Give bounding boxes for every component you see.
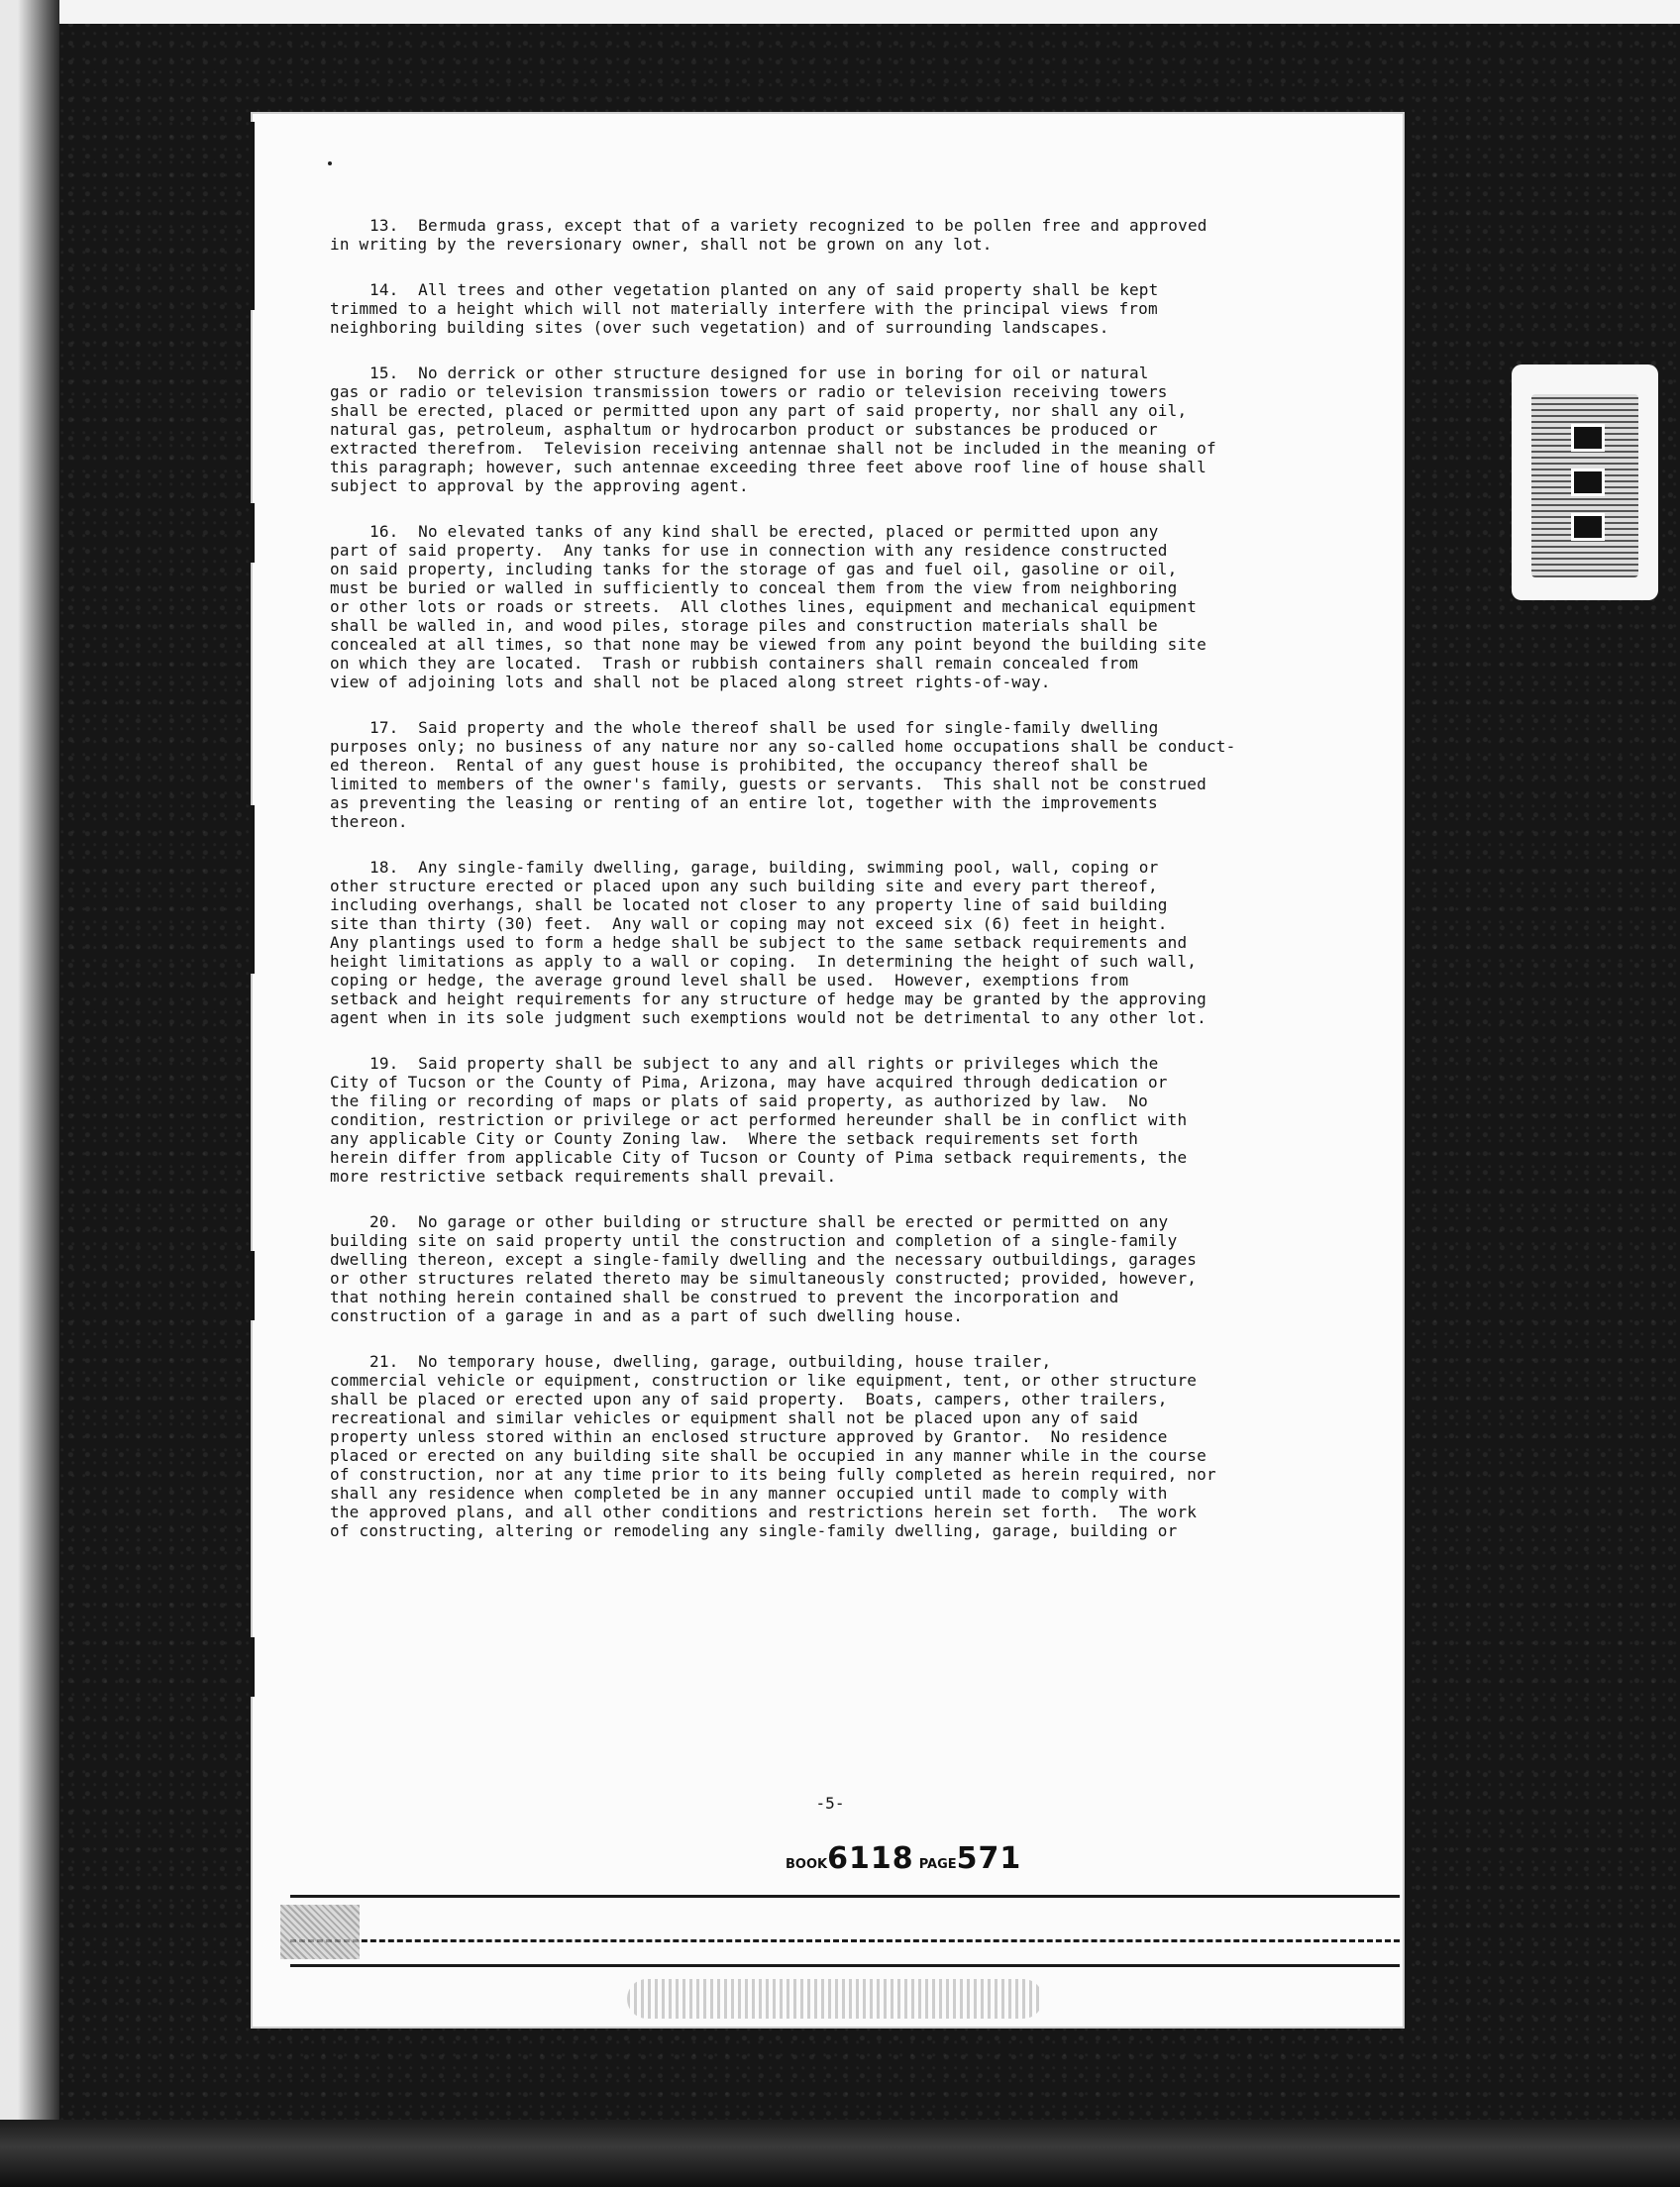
margin-dot	[221, 419, 225, 423]
scan-edge-left	[0, 0, 59, 2187]
paragraph-15	[330, 364, 1405, 495]
paragraph-text: Any single-family dwelling, garage, building, swimming pool, wall, coping or other structure erected or placed upon any such building site and every part thereof, including overhangs, shall be located not closer to any property line of said building site than thirty (30) feet. Any wall or coping may not exceed six (6) feet in height. Any plantings used to form a hedge shall be subject to the same setback requirements and height limitations as apply to a wall or coping. In determining the height of such wall, coping or hedge, the average ground level shall be used. However, exemptions from setback and height requirements for any structure of hedge may be granted by the approving agent when in its sole judgment such exemptions would not be detrimental to any other lot.	[330, 858, 1207, 1027]
paragraph-number: 15.	[369, 364, 399, 382]
binder-clip-slot	[1571, 513, 1605, 541]
paragraph-18	[330, 858, 1405, 1027]
paragraph-13	[330, 216, 1405, 254]
binder-clip-plate	[1531, 394, 1638, 577]
paragraph-number: 18.	[369, 858, 399, 877]
margin-mark	[251, 1637, 255, 1697]
margin-mark	[251, 503, 255, 563]
paragraph-number: 13.	[369, 216, 399, 235]
page-ref: 571	[956, 1841, 1022, 1876]
paragraph-17	[330, 718, 1405, 831]
margin-dot	[328, 161, 332, 165]
paragraph-number: 17.	[369, 718, 399, 737]
recording-rule-dashed	[290, 1939, 1400, 1942]
paragraph-number: 19.	[369, 1054, 399, 1073]
scan-smudge	[627, 1979, 1043, 2019]
binder-clip-slot	[1571, 424, 1605, 452]
paragraph-14	[330, 280, 1405, 337]
binder-clip-slot	[1571, 469, 1605, 496]
margin-mark	[251, 1251, 255, 1320]
recorder-stamp	[280, 1905, 360, 1959]
paragraph-number: 20.	[369, 1212, 399, 1231]
paragraph-number: 14.	[369, 280, 399, 299]
document-page	[251, 112, 1405, 2029]
scan-edge-bottom	[0, 2120, 1680, 2187]
recording-rule	[290, 1964, 1400, 1967]
recording-rule	[290, 1895, 1400, 1898]
paragraph-number: 16.	[369, 522, 399, 541]
paragraph-text: No elevated tanks of any kind shall be erected, placed or permitted upon any part of said property. Any tanks for use in connection with any residence constructed on said property, including tanks for the storage of gas and fuel oil, gasoline or oil, must be buried or walled in sufficiently to conceal them from the view from neighboring or other lots or roads or streets. All clothes lines, equipment and mechanical equipment shall be walled in, and wood piles, storage piles and construction materials shall be concealed at all times, so that none may be viewed from any point beyond the building site on which they are located. Trash or rubbish containers shall remain concealed from view of adjoining lots and shall not be placed along street rights-of-way.	[330, 522, 1207, 691]
paragraph-text: All trees and other vegetation planted on any of said property shall be kept trimmed to a height which will not materially interfere with the principal views from neighboring building sites (over such vegetation) and of surrounding landscapes.	[330, 280, 1159, 337]
document-body	[330, 216, 1405, 1567]
margin-mark	[251, 122, 255, 310]
paragraph-21	[330, 1352, 1405, 1540]
paragraph-text: No temporary house, dwelling, garage, outbuilding, house trailer, commercial vehicle or equipment, construction or like equipment, tent, or other structure shall be placed or erected upon any of said property. Boats, campers, other trailers, recreational and similar vehicles or equipment shall not be placed upon any of said property unless stored within an enclosed structure approved by Grantor. No residence placed or erected on any building site shall be occupied in any manner while in the course of construction, nor at any time prior to its being fully completed as herein required, nor shall any residence when completed be in any manner occupied until made to comply with the approved plans, and all other conditions and restrictions herein set forth. The work of constructing, altering or remodeling any single-family dwelling, garage, building or	[330, 1352, 1216, 1540]
paragraph-16	[330, 522, 1405, 691]
paragraph-text: Bermuda grass, except that of a variety recognized to be pollen free and approved in writing by the reversionary owner, shall not be grown on any lot.	[330, 216, 1208, 254]
paragraph-19	[330, 1054, 1405, 1186]
margin-mark	[251, 805, 255, 974]
book-page-reference	[786, 1841, 1021, 1876]
scan-edge-top	[0, 0, 1680, 24]
page-number: -5-	[815, 1794, 845, 1813]
paragraph-text: No derrick or other structure designed for use in boring for oil or natural gas or radio or television transmission towers or radio or television receiving towers shall be erected, placed or permitted upon any part of said property, nor shall any oil, natural gas, petroleum, asphaltum or hydrocarbon product or substances be produced or extracted therefrom. Television receiving antennae shall not be included in the meaning of this paragraph; however, such antennae exceeding three feet above roof line of house shall subject to approval by the approving agent.	[330, 364, 1216, 495]
book-label: BOOK	[786, 1857, 828, 1872]
paragraph-20	[330, 1212, 1405, 1325]
page-label: PAGE	[918, 1857, 957, 1872]
paragraph-text: Said property shall be subject to any and all rights or privileges which the City of Tucson or the County of Pima, Arizona, may have acquired through dedication or the filing or recording of maps or plats of said property, as authorized by law. No condition, restriction or privilege or act performed hereunder shall be in conflict with any applicable City or County Zoning law. Where the setback requirements set forth herein differ from applicable City of Tucson or County of Pima setback requirements, the more restrictive setback requirements shall prevail.	[330, 1054, 1188, 1186]
book-number: 6118	[827, 1841, 914, 1876]
paragraph-text: Said property and the whole thereof shall be used for single-family dwelling purposes only; no business of any nature nor any so-called home occupations shall be conduct- ed thereon. Rental of any guest house is prohibited, the occupancy thereof shall be limited to members of the owner's family, guests or servants. This shall not be construed as preventing the leasing or renting of an entire lot, together with the improvements thereon.	[330, 718, 1236, 831]
paragraph-text: No garage or other building or structure shall be erected or permitted on any building site on said property until the construction and completion of a single-family dwelling thereon, except a single-family dwelling and the necessary outbuildings, garages or other structures related thereto may be simultaneously constructed; provided, however, that nothing herein contained shall be construed to prevent the incorporation and construction of a garage in and as a part of such dwelling house.	[330, 1212, 1198, 1325]
binder-clip	[1512, 364, 1658, 600]
paragraph-number: 21.	[369, 1352, 399, 1371]
